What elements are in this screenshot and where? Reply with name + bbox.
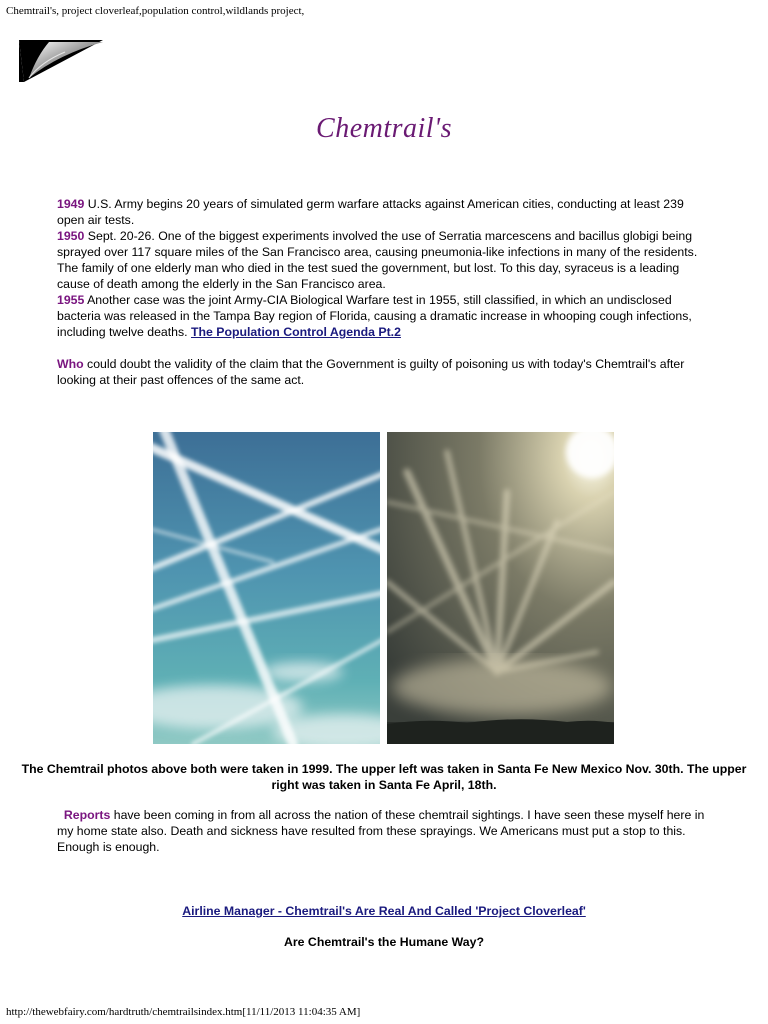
chemtrail-photo-santa-fe-april	[387, 432, 614, 744]
year-label: 1949	[57, 197, 85, 211]
photo-caption: The Chemtrail photos above both were taken in 1999. The upper left was taken in Santa Fe New Mexico Nov. 30th. The upper right was taken in Santa Fe April, 18th.	[21, 762, 747, 792]
history-text: U.S. Army begins 20 years of simulated germ warfare attacks against American cities, conducting at least 239 open air tests.	[57, 197, 684, 227]
page-title: Chemtrail's	[316, 113, 452, 144]
airline-section	[0, 903, 768, 919]
year-label: 1955	[57, 293, 85, 307]
humane-question: Are Chemtrail's the Humane Way?	[284, 935, 484, 949]
history-entry-1955	[57, 292, 712, 340]
page-header: Chemtrail's, project cloverleaf,population control,wildlands project,	[6, 5, 305, 17]
who-paragraph	[57, 356, 712, 388]
history-entry-1950	[57, 228, 712, 292]
history-section	[57, 196, 712, 388]
year-label: 1950	[57, 229, 85, 243]
airline-manager-link[interactable]: Airline Manager - Chemtrail's Are Real And Called 'Project Cloverleaf'	[182, 904, 586, 918]
history-text: Another case was the joint Army-CIA Biological Warfare test in 1955, still classified, in which an undisclosed bacteria was released in the Tampa Bay region of Florida, causing a dramatic increase in whooping cough infections, including twelve deaths.	[57, 293, 692, 339]
reports-lead: Reports	[63, 808, 111, 822]
who-lead: Who	[57, 357, 84, 371]
population-control-link[interactable]: The Population Control Agenda Pt.2	[190, 325, 401, 339]
page-curl-icon	[19, 40, 107, 89]
history-entry-1949	[57, 196, 712, 228]
page-footer: http://thewebfairy.com/hardtruth/chemtrailsindex.htm[11/11/2013 11:04:35 AM]	[6, 1006, 361, 1018]
reports-paragraph	[57, 807, 717, 855]
history-text: Sept. 20-26. One of the biggest experiments involved the use of Serratia marcescens and bacillus globigi being sprayed over 117 square miles of the San Francisco area, causing pneumonia-like infections in many of the residents. The family of one elderly man who died in the test sued the government, but lost. To this day, syraceus is a leading cause of death among the elderly in the San Francisco area.	[57, 229, 698, 291]
chemtrail-photo-santa-fe-nov	[153, 432, 380, 744]
reports-text: have been coming in from all across the nation of these chemtrail sightings. I have seen these myself here in my home state also. Death and sickness have resulted from these sprayings. We Americans must put a stop to this. Enough is enough.	[57, 808, 705, 854]
who-text: could doubt the validity of the claim that the Government is guilty of poisoning us with today's Chemtrail's after looking at their past offences of the same act.	[57, 357, 685, 387]
